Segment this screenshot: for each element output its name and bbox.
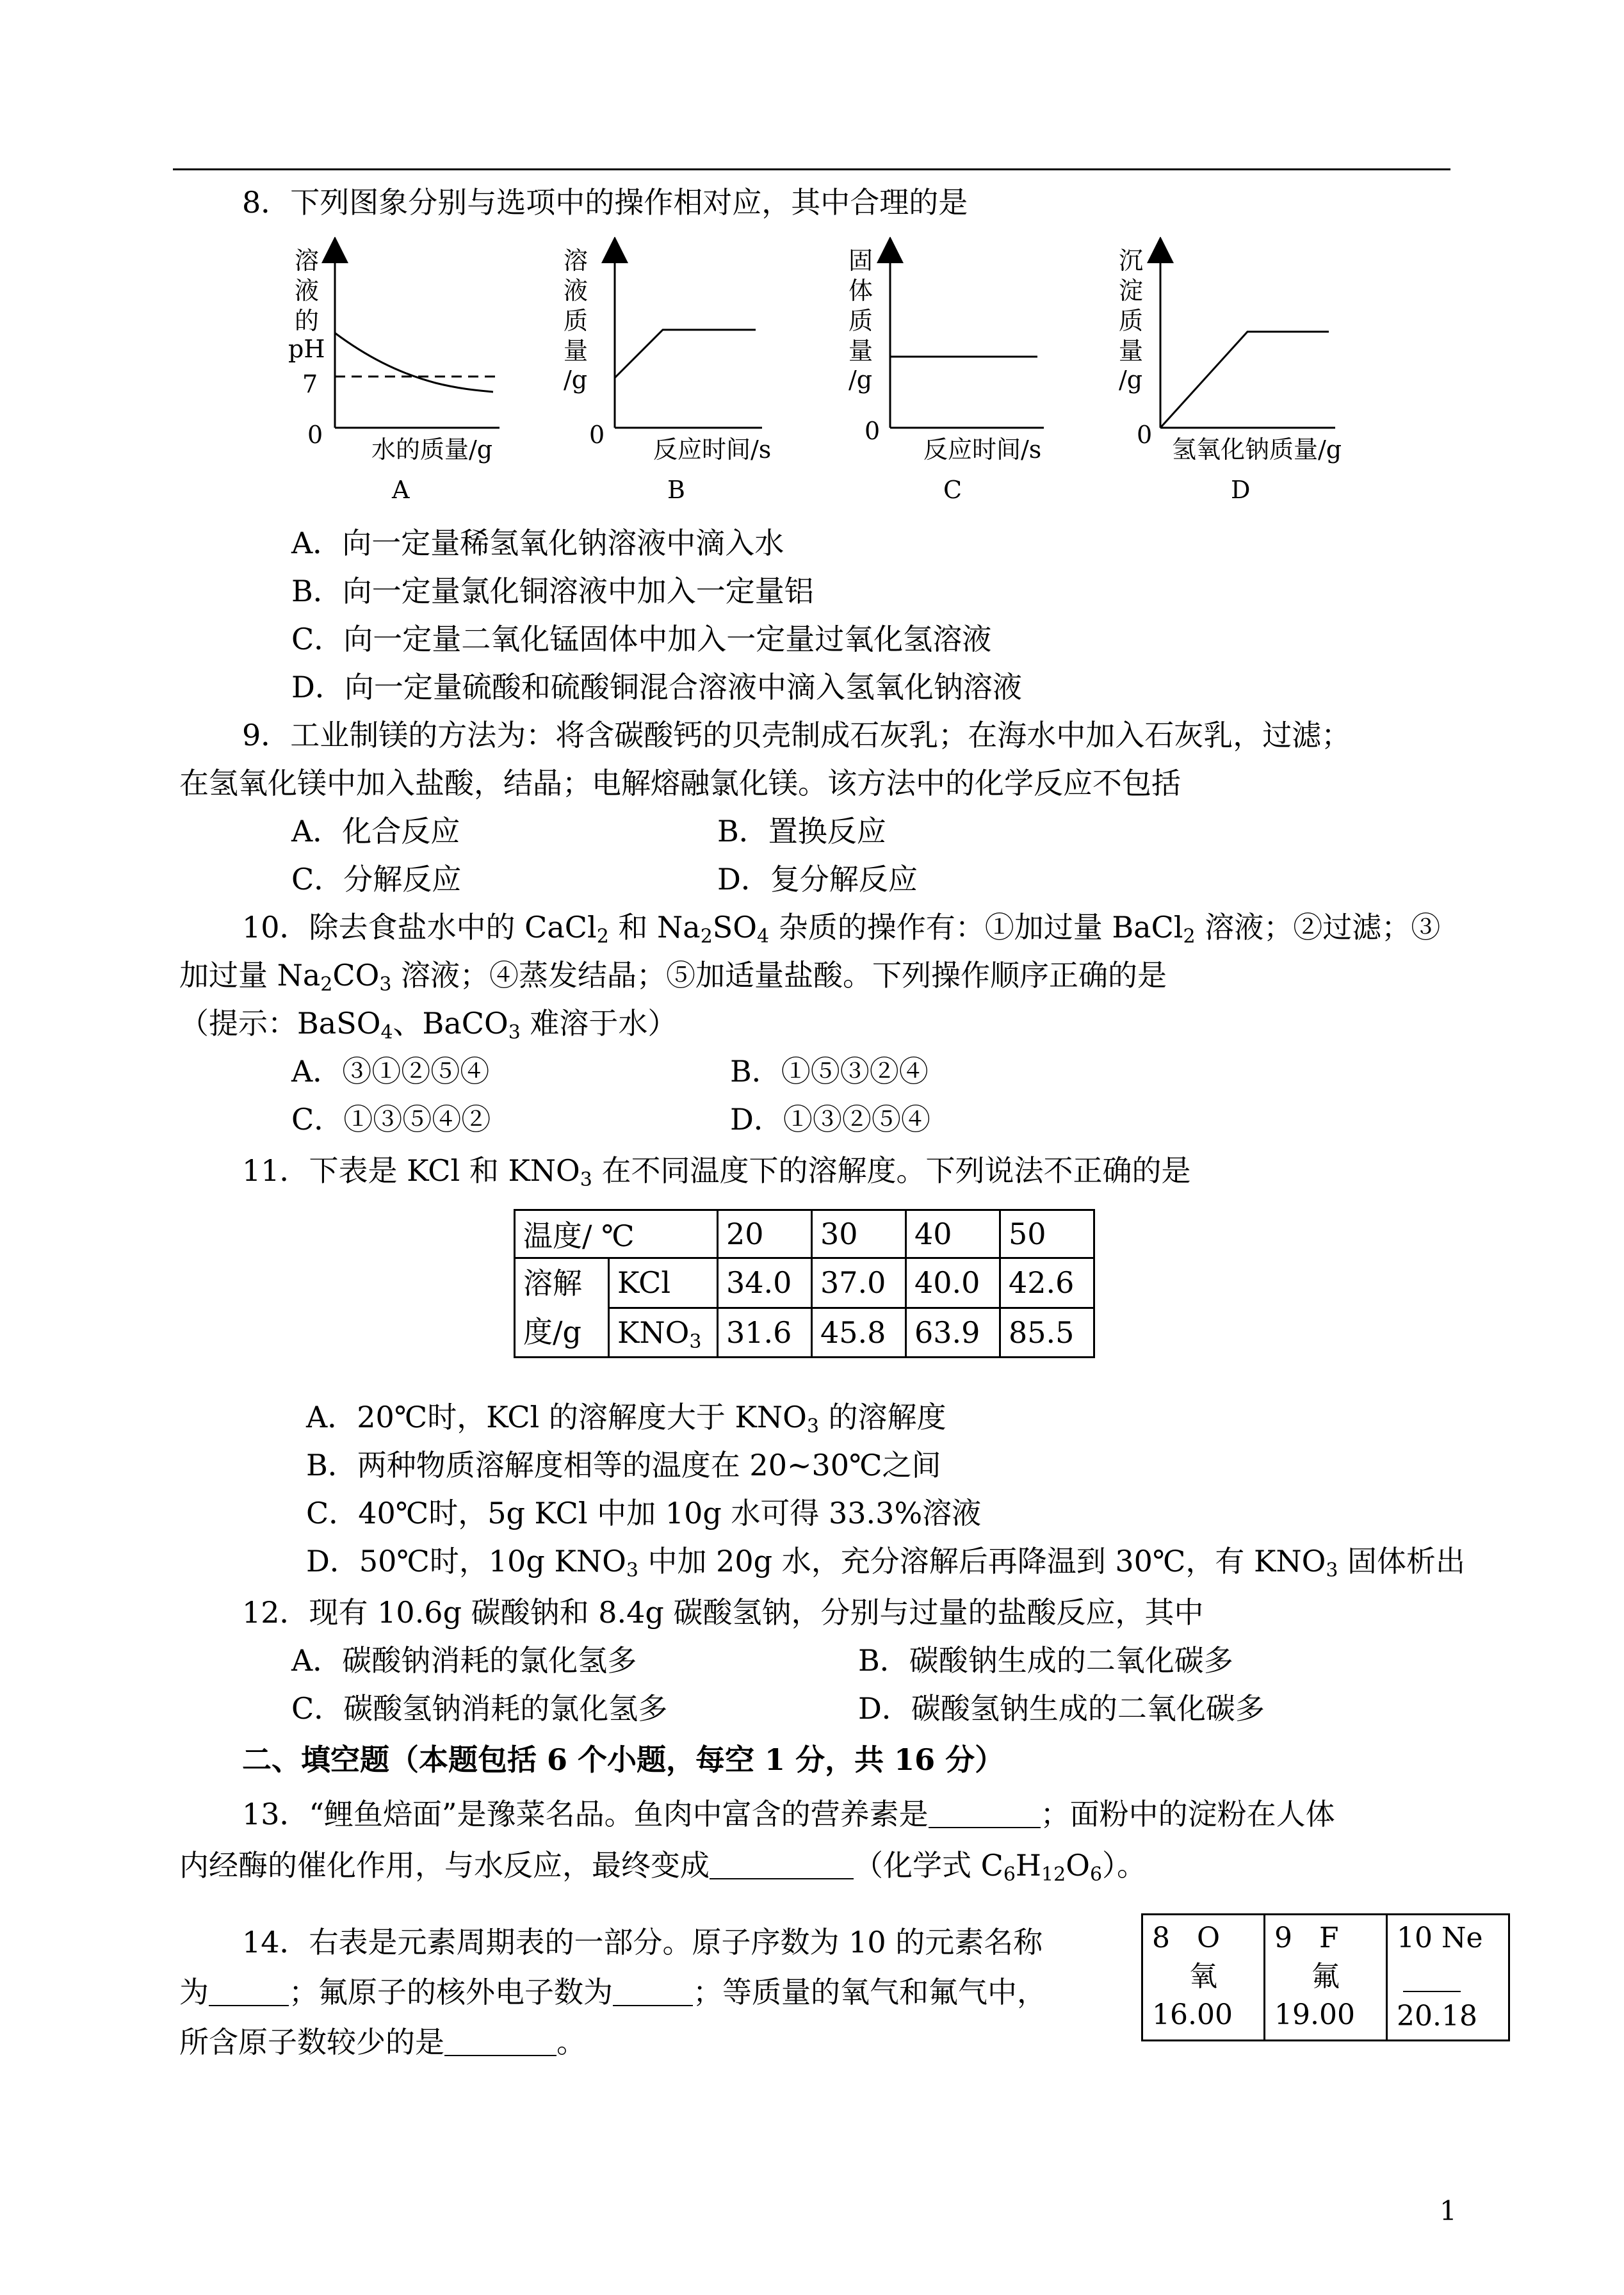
element-mass: 20.18 <box>1397 2000 1477 2032</box>
periodic-table-excerpt <box>1141 1913 1510 2041</box>
graph-b-ylabel-5: /g <box>564 366 588 394</box>
element-name: 氧 <box>1189 1960 1217 1993</box>
q8-option-d: D．向一定量硫酸和硫酸铜混合溶液中滴入氢氧化钠溶液 <box>291 670 1022 704</box>
q10-line-3: （提示：BaSO$_4$、BaCO$_3$ 难溶于水） <box>179 1006 678 1044</box>
graph-d-xlabel: 氢氧化钠质量/g <box>1172 435 1342 464</box>
table-cell: 40.0 <box>906 1258 1000 1308</box>
element-cell-oxygen <box>1142 1915 1265 2041</box>
graph-a-letter: A <box>392 476 410 504</box>
graph-a-seven: 7 <box>302 370 318 398</box>
q13-blank-1[interactable] <box>929 1801 1041 1828</box>
table-solubility-label: 溶解 度/g <box>515 1258 609 1358</box>
graph-d-ylabel-1: 沉 <box>1119 247 1144 275</box>
element-number: 10 <box>1397 1922 1433 1954</box>
q13-blank-2[interactable] <box>710 1853 854 1879</box>
q11-option-a: A．20℃时，KCl 的溶解度大于 $KNO_3$ 的溶解度 <box>306 1400 946 1438</box>
element-symbol: Ne <box>1441 1922 1483 1954</box>
q14-blank-1[interactable] <box>209 1979 289 2006</box>
q13-line-1: 13．“鲤鱼焙面”是豫菜名品。鱼肉中富含的营养素是 ；面粉中的淀粉在人体 <box>242 1797 1335 1831</box>
q12-option-d: D．碳酸氢钠生成的二氧化碳多 <box>858 1691 1265 1726</box>
graph-a-ylabel-3: 的 <box>295 307 320 335</box>
q11-option-b: B．两种物质溶解度相等的温度在 20~30℃之间 <box>306 1448 941 1482</box>
q8-option-b: B．向一定量氯化铜溶液中加入一定量铝 <box>291 574 814 608</box>
element-number: 8 <box>1152 1922 1170 1954</box>
header-rule <box>173 168 1450 170</box>
q8-option-c: C．向一定量二氧化锰固体中加入一定量过氧化氢溶液 <box>291 622 992 656</box>
q10-option-b: B．①⑤③②④ <box>730 1054 929 1089</box>
q14-line-3: 所含原子数较少的是 。 <box>179 2025 586 2059</box>
q8-stem: 8．下列图象分别与选项中的操作相对应，其中合理的是 <box>242 185 968 220</box>
q11-stem: 11．下表是 KCl 和 $KNO_3$ 在不同温度下的溶解度。下列说法不正确的是 <box>242 1153 1191 1191</box>
element-symbol: F <box>1319 1922 1339 1954</box>
table-temp: 20 <box>718 1210 812 1258</box>
q9-option-d: D．复分解反应 <box>717 862 918 896</box>
q10-option-d: D．①③②⑤④ <box>730 1102 930 1137</box>
table-kcl-label: KCl <box>609 1258 718 1308</box>
graph-a <box>288 247 499 504</box>
q11-option-d: D．50℃时，10g $KNO_3$ 中加 20g 水，充分溶解后再降温到 30℃，有 $KNO_3$ 固体析出 <box>306 1544 1466 1582</box>
graph-d-curve <box>1160 332 1329 428</box>
q12-option-c: C．碳酸氢钠消耗的氯化氢多 <box>291 1691 668 1726</box>
q9-line-1: 9．工业制镁的方法为：将含碳酸钙的贝壳制成石灰乳；在海水中加入石灰乳，过滤； <box>242 718 1351 752</box>
section-2-heading: 二、填空题（本题包括 6 个小题，每空 1 分，共 16 分） <box>242 1742 1005 1777</box>
graph-c-ylabel-4: 量 <box>849 337 873 365</box>
graph-d-origin: 0 <box>1137 421 1153 449</box>
table-kno3-label: $KNO_3$ <box>609 1308 718 1358</box>
graph-b-curve <box>615 330 756 378</box>
q14-line-1: 14．右表是元素周期表的一部分。原子序数为 10 的元素名称 <box>242 1925 1043 1959</box>
graph-b-ylabel-1: 溶 <box>564 247 589 275</box>
graph-d-letter: D <box>1231 476 1251 504</box>
table-cell: 45.8 <box>812 1308 906 1358</box>
graph-d <box>1119 247 1342 504</box>
q13-line-2: 内经酶的催化作用，与水反应，最终变成 （化学式 $C_6H_{12}O_6$）。 <box>179 1848 1147 1886</box>
graph-b-origin: 0 <box>589 421 605 449</box>
q14-blank-2[interactable] <box>613 1979 693 2006</box>
element-symbol: O <box>1196 1922 1221 1954</box>
table-temp: 50 <box>1000 1210 1094 1258</box>
element-number: 9 <box>1274 1922 1292 1954</box>
q14-blank-3[interactable] <box>444 2029 556 2056</box>
table-cell: 34.0 <box>718 1258 812 1308</box>
graph-c <box>849 247 1044 504</box>
graph-b-ylabel-2: 液 <box>564 277 589 305</box>
graph-b-letter: B <box>667 476 685 504</box>
element-name-blank[interactable] <box>1403 1963 1461 1992</box>
graph-a-ylabel-1: 溶 <box>295 247 320 275</box>
graph-a-xlabel: 水的质量/g <box>371 435 493 464</box>
solubility-table <box>514 1209 1095 1358</box>
q9-option-c: C．分解反应 <box>291 862 462 896</box>
graph-d-ylabel-3: 质 <box>1119 307 1144 335</box>
graph-a-ylabel-4: pH <box>288 335 325 363</box>
graph-a-ylabel-2: 液 <box>295 277 320 305</box>
element-mass: 16.00 <box>1152 1999 1233 2031</box>
graph-d-ylabel-2: 淀 <box>1119 277 1144 305</box>
table-cell: 63.9 <box>906 1308 1000 1358</box>
q8-graphs <box>243 237 1396 519</box>
graph-a-origin: 0 <box>307 421 323 449</box>
table-cell: 31.6 <box>718 1308 812 1358</box>
graph-c-ylabel-5: /g <box>849 366 873 394</box>
graph-a-curve <box>335 333 493 392</box>
graph-c-xlabel: 反应时间/s <box>923 435 1042 464</box>
graph-b <box>564 247 771 504</box>
q9-option-a: A．化合反应 <box>291 814 460 848</box>
element-name: 氟 <box>1311 1960 1340 1993</box>
q10-option-c: C．①③⑤④② <box>291 1102 491 1137</box>
graph-b-ylabel-4: 量 <box>564 337 589 365</box>
q12-option-a: A．碳酸钠消耗的氯化氢多 <box>291 1643 637 1678</box>
element-cell-fluorine <box>1265 1915 1387 2041</box>
graph-c-origin: 0 <box>865 417 881 445</box>
q10-option-a: A．③①②⑤④ <box>291 1054 490 1089</box>
q11-option-c: C．40℃时，5g KCl 中加 10g 水可得 33.3%溶液 <box>306 1496 982 1530</box>
graph-d-ylabel-5: /g <box>1119 366 1143 394</box>
table-temp: 30 <box>812 1210 906 1258</box>
q12-stem: 12．现有 10.6g 碳酸钠和 8.4g 碳酸氢钠，分别与过量的盐酸反应，其中 <box>242 1595 1204 1630</box>
q8-option-a: A．向一定量稀氢氧化钠溶液中滴入水 <box>291 526 784 560</box>
table-cell: 42.6 <box>1000 1258 1094 1308</box>
table-temp: 40 <box>906 1210 1000 1258</box>
q12-option-b: B．碳酸钠生成的二氧化碳多 <box>858 1643 1233 1678</box>
q10-line-2: 加过量 $Na_2CO_3$ 溶液；④蒸发结晶；⑤加适量盐酸。下列操作顺序正确的是 <box>179 958 1167 996</box>
element-mass: 19.00 <box>1274 1999 1355 2031</box>
graph-c-letter: C <box>943 476 962 504</box>
graph-c-ylabel-3: 质 <box>849 307 873 335</box>
q9-option-b: B．置换反应 <box>717 814 886 848</box>
graph-d-ylabel-4: 量 <box>1119 337 1144 365</box>
page-number: 1 <box>1440 2195 1457 2226</box>
graph-c-ylabel-2: 体 <box>849 277 873 305</box>
table-cell: 85.5 <box>1000 1308 1094 1358</box>
graph-c-ylabel-1: 固 <box>849 247 873 275</box>
q14-line-2: 为 ；氟原子的核外电子数为 ；等质量的氧气和氟气中， <box>179 1975 1046 2009</box>
q9-line-2: 在氢氧化镁中加入盐酸，结晶；电解熔融氯化镁。该方法中的化学反应不包括 <box>179 766 1181 800</box>
element-cell-neon <box>1387 1915 1509 2041</box>
graph-b-ylabel-3: 质 <box>564 307 589 335</box>
table-temp-label: 温度/ ℃ <box>515 1210 718 1258</box>
table-cell: 37.0 <box>812 1258 906 1308</box>
q10-line-1: 10．除去食盐水中的 CaCl$_2$ 和 $Na_2SO_4$ 杂质的操作有：①加过量 BaCl$_2$ 溶液；②过滤；③ <box>242 910 1441 948</box>
graph-b-xlabel: 反应时间/s <box>653 435 772 464</box>
